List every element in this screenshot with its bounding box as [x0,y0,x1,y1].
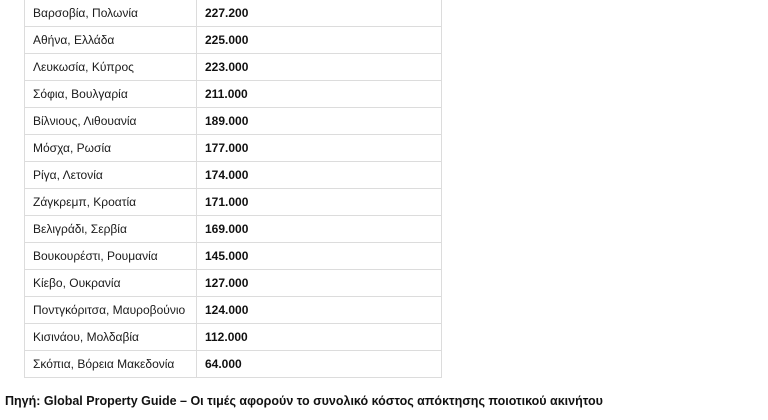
table-row [25,27,442,54]
city-cell: Αθήνα, Ελλάδα [25,27,197,54]
table-row [25,243,442,270]
price-table-body [25,0,442,378]
price-cell: 127.000 [197,270,442,297]
price-cell: 211.000 [197,81,442,108]
table-row [25,108,442,135]
price-cell: 169.000 [197,216,442,243]
table-row [25,189,442,216]
price-cell: 177.000 [197,135,442,162]
city-cell: Ρίγα, Λετονία [25,162,197,189]
table-row [25,0,442,27]
city-cell: Σόφια, Βουλγαρία [25,81,197,108]
city-cell: Σκόπια, Βόρεια Μακεδονία [25,351,197,378]
price-table [24,0,442,378]
price-cell: 225.000 [197,27,442,54]
table-row [25,270,442,297]
city-cell: Βουκουρέστι, Ρουμανία [25,243,197,270]
price-cell: 112.000 [197,324,442,351]
city-cell: Κίεβο, Ουκρανία [25,270,197,297]
table-row [25,135,442,162]
table-row [25,162,442,189]
price-cell: 171.000 [197,189,442,216]
city-cell: Μόσχα, Ρωσία [25,135,197,162]
city-cell: Κισινάου, Μολδαβία [25,324,197,351]
price-cell: 227.200 [197,0,442,27]
price-cell: 189.000 [197,108,442,135]
price-cell: 145.000 [197,243,442,270]
price-cell: 64.000 [197,351,442,378]
price-cell: 223.000 [197,54,442,81]
source-note: Πηγή: Global Property Guide – Οι τιμές αφορούν το συνολικό κόστος απόκτησης ποιοτικού ακινήτου [5,394,603,408]
city-cell: Βίλνιους, Λιθουανία [25,108,197,135]
table-row [25,216,442,243]
city-cell: Λευκωσία, Κύπρος [25,54,197,81]
city-cell: Ποντγκόριτσα, Μαυροβούνιο [25,297,197,324]
table-row [25,297,442,324]
city-cell: Βαρσοβία, Πολωνία [25,0,197,27]
table-row [25,324,442,351]
table-row [25,81,442,108]
table-row [25,54,442,81]
city-cell: Βελιγράδι, Σερβία [25,216,197,243]
price-cell: 174.000 [197,162,442,189]
table-row [25,351,442,378]
price-cell: 124.000 [197,297,442,324]
city-cell: Ζάγκρεμπ, Κροατία [25,189,197,216]
